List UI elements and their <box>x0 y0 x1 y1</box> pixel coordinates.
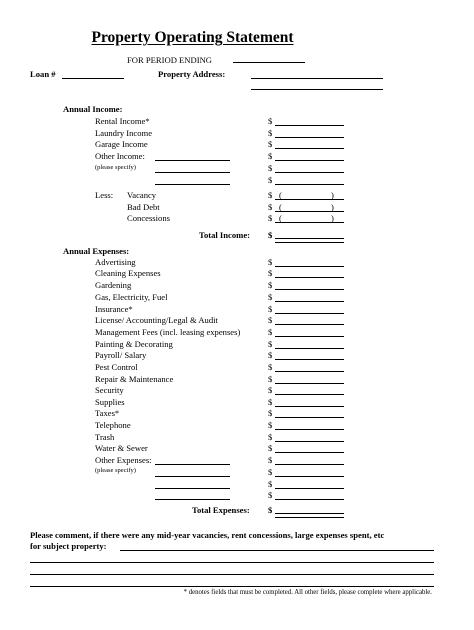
currency-sign: $ <box>268 374 273 384</box>
paren-open: ( <box>279 190 282 200</box>
expense-item-label: Other Expenses: <box>95 455 152 465</box>
income-item-label: Garage Income <box>95 139 148 149</box>
please-specify-note: (please specify) <box>95 164 136 171</box>
other-income-field[interactable] <box>275 172 344 173</box>
currency-sign: $ <box>268 151 273 161</box>
currency-sign: $ <box>268 339 273 349</box>
loan-label: Loan # <box>30 69 56 79</box>
expense-amount-field[interactable] <box>275 394 344 395</box>
other-expense-specify-field[interactable] <box>155 464 230 465</box>
expense-amount-field[interactable] <box>275 301 344 302</box>
expense-amount-field[interactable] <box>275 417 344 418</box>
expense-item-label: Management Fees (incl. leasing expenses) <box>95 327 241 337</box>
currency-sign: $ <box>268 327 273 337</box>
currency-sign: $ <box>268 479 273 489</box>
comment-field-line[interactable] <box>30 562 434 563</box>
currency-sign: $ <box>268 505 273 515</box>
currency-sign: $ <box>268 315 273 325</box>
expense-amount-field[interactable] <box>275 289 344 290</box>
expense-amount-field[interactable] <box>275 383 344 384</box>
currency-sign: $ <box>268 292 273 302</box>
please-specify-note: (please specify) <box>95 467 136 474</box>
paren-close: ) <box>331 202 334 212</box>
currency-sign: $ <box>268 213 273 223</box>
total-expenses-label: Total Expenses: <box>192 505 250 515</box>
currency-sign: $ <box>268 230 273 240</box>
currency-sign: $ <box>268 350 273 360</box>
total-expenses-field[interactable] <box>275 513 344 518</box>
currency-sign: $ <box>268 280 273 290</box>
currency-sign: $ <box>268 443 273 453</box>
paren-open: ( <box>279 202 282 212</box>
expense-amount-field[interactable] <box>275 488 344 489</box>
currency-sign: $ <box>268 139 273 149</box>
expense-amount-field[interactable] <box>275 371 344 372</box>
currency-sign: $ <box>268 257 273 267</box>
expense-amount-field[interactable] <box>275 359 344 360</box>
expense-amount-field[interactable] <box>275 266 344 267</box>
expense-amount-field[interactable] <box>275 464 344 465</box>
vacancy-field[interactable] <box>275 199 344 200</box>
income-item-label: Rental Income* <box>95 116 150 126</box>
comment-prompt: Please comment, if there were any mid-year vacancies, rent concessions, large expenses spent, etc <box>30 530 385 540</box>
expense-amount-field[interactable] <box>275 441 344 442</box>
expense-item-label: Gardening <box>95 280 132 290</box>
income-item-label: Laundry Income <box>95 128 153 138</box>
other-income-field[interactable] <box>275 160 344 161</box>
currency-sign: $ <box>268 190 273 200</box>
currency-sign: $ <box>268 490 273 500</box>
footnote: * denotes fields that must be completed. All other fields, please complete where applicable. <box>183 589 432 596</box>
expense-amount-field[interactable] <box>275 476 344 477</box>
expense-amount-field[interactable] <box>275 348 344 349</box>
expense-amount-field[interactable] <box>275 336 344 337</box>
expense-item-label: Supplies <box>95 397 125 407</box>
expense-item-label: Taxes* <box>95 408 120 418</box>
expense-amount-field[interactable] <box>275 406 344 407</box>
garage-income-field[interactable] <box>275 148 344 149</box>
expense-item-label: Trash <box>95 432 115 442</box>
expense-item-label: Cleaning Expenses <box>95 268 161 278</box>
expense-amount-field[interactable] <box>275 324 344 325</box>
currency-sign: $ <box>268 175 273 185</box>
rental-income-field[interactable] <box>275 125 344 126</box>
total-income-label: Total Income: <box>199 230 251 240</box>
loan-number-field[interactable] <box>62 78 124 79</box>
currency-sign: $ <box>268 455 273 465</box>
income-item-label: Other Income: <box>95 151 145 161</box>
currency-sign: $ <box>268 432 273 442</box>
expense-item-label: Telephone <box>95 420 131 430</box>
currency-sign: $ <box>268 304 273 314</box>
laundry-income-field[interactable] <box>275 137 344 138</box>
property-address-label: Property Address: <box>158 69 226 79</box>
expense-amount-field[interactable] <box>275 429 344 430</box>
less-label: Less: <box>95 190 114 200</box>
concessions-field[interactable] <box>275 222 344 223</box>
expense-item-label: Painting & Decorating <box>95 339 173 349</box>
annual-income-heading: Annual Income: <box>63 104 123 114</box>
page-title: Property Operating Statement <box>91 29 294 46</box>
paren-open: ( <box>279 213 282 223</box>
expense-amount-field[interactable] <box>275 452 344 453</box>
currency-sign: $ <box>268 202 273 212</box>
other-expense-specify-field[interactable] <box>155 499 230 500</box>
deduction-label: Bad Debt <box>127 202 160 212</box>
deduction-label: Vacancy <box>127 190 157 200</box>
currency-sign: $ <box>268 128 273 138</box>
annual-expenses-heading: Annual Expenses: <box>63 246 130 256</box>
expense-amount-field[interactable] <box>275 313 344 314</box>
currency-sign: $ <box>268 116 273 126</box>
other-expense-specify-field[interactable] <box>155 476 230 477</box>
expense-item-label: Pest Control <box>95 362 138 372</box>
expense-item-label: Insurance* <box>95 304 133 314</box>
currency-sign: $ <box>268 362 273 372</box>
expense-amount-field[interactable] <box>275 499 344 500</box>
paren-close: ) <box>331 190 334 200</box>
other-income-field[interactable] <box>275 184 344 185</box>
paren-close: ) <box>331 213 334 223</box>
expense-item-label: Gas, Electricity, Fuel <box>95 292 168 302</box>
period-ending-label: FOR PERIOD ENDING <box>127 55 212 65</box>
total-income-field[interactable] <box>275 238 344 243</box>
expense-item-label: License/ Accounting/Legal & Audit <box>95 315 218 325</box>
expense-item-label: Repair & Maintenance <box>95 374 174 384</box>
other-income-specify-field[interactable] <box>155 172 230 173</box>
comment-field-line[interactable] <box>30 586 434 587</box>
period-ending-field[interactable] <box>233 62 305 63</box>
other-income-specify-field[interactable] <box>155 160 230 161</box>
expense-item-label: Payroll/ Salary <box>95 350 147 360</box>
comment-prompt: for subject property: <box>30 541 107 551</box>
expense-item-label: Security <box>95 385 124 395</box>
currency-sign: $ <box>268 467 273 477</box>
expense-amount-field[interactable] <box>275 277 344 278</box>
comment-field-line[interactable] <box>30 574 434 575</box>
currency-sign: $ <box>268 268 273 278</box>
currency-sign: $ <box>268 420 273 430</box>
property-address-field-1[interactable] <box>251 78 383 79</box>
currency-sign: $ <box>268 385 273 395</box>
currency-sign: $ <box>268 408 273 418</box>
other-expense-specify-field[interactable] <box>155 488 230 489</box>
bad-debt-field[interactable] <box>275 211 344 212</box>
comment-field-line[interactable] <box>120 550 434 551</box>
expense-item-label: Water & Sewer <box>95 443 148 453</box>
currency-sign: $ <box>268 397 273 407</box>
deduction-label: Concessions <box>127 213 170 223</box>
currency-sign: $ <box>268 163 273 173</box>
property-address-field-2[interactable] <box>251 89 383 90</box>
expense-item-label: Advertising <box>95 257 136 267</box>
other-income-specify-field[interactable] <box>155 184 230 185</box>
